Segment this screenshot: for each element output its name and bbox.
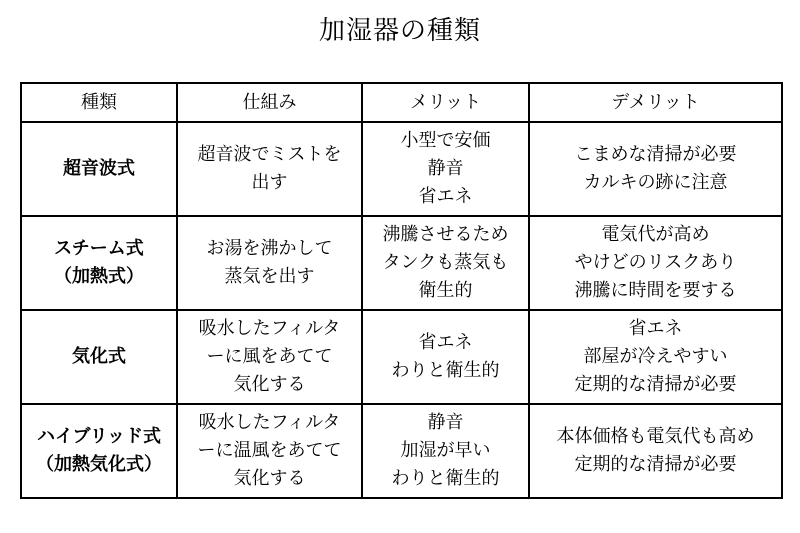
demerit-line: 電気代が高め: [601, 224, 710, 245]
cell-demerit: [529, 122, 782, 216]
mechanism-line: 気化する: [233, 374, 306, 395]
table-row-ultrasonic: [21, 122, 782, 216]
mechanism-line: 吸水したフィルタ: [198, 318, 341, 339]
mechanism-line: 超音波でミストを: [197, 144, 342, 165]
type-line: スチーム式: [54, 238, 144, 259]
cell-mechanism: [177, 404, 362, 498]
header-merit: メリット: [362, 83, 529, 122]
cell-merit: [362, 310, 529, 404]
demerit-line: 定期的な清掃が必要: [574, 454, 737, 475]
mechanism-line: 気化する: [233, 468, 306, 489]
cell-type: [21, 310, 177, 404]
mechanism-line: 吸水したフィルタ: [198, 412, 341, 433]
cell-demerit: [529, 310, 782, 404]
type-line: 気化式: [72, 346, 126, 367]
demerit-line: 省エネ: [628, 318, 683, 339]
cell-mechanism: [177, 216, 362, 310]
cell-demerit: [529, 216, 782, 310]
table-header-row: [21, 83, 782, 122]
merit-line: タンクも蒸気も: [382, 252, 509, 273]
cell-merit: [362, 216, 529, 310]
cell-type: [21, 216, 177, 310]
cell-merit: [362, 404, 529, 498]
merit-line: 衛生的: [418, 280, 473, 301]
type-line: 超音波式: [63, 158, 135, 179]
demerit-line: 沸騰に時間を要する: [574, 280, 737, 301]
merit-line: 加湿が早い: [400, 440, 491, 461]
cell-merit: [362, 122, 529, 216]
demerit-line: 本体価格も電気代も高め: [556, 426, 755, 447]
mechanism-line: お湯を沸かして: [206, 238, 333, 259]
demerit-line: こまめな清掃が必要: [574, 144, 737, 165]
table-row-evaporative: [21, 310, 782, 404]
humidifier-comparison-table: [20, 82, 783, 499]
type-line: （加熱気化式）: [36, 454, 162, 475]
demerit-line: カルキの跡に注意: [583, 172, 728, 193]
type-line: （加熱式）: [54, 266, 144, 287]
type-line: ハイブリッド式: [36, 426, 162, 447]
merit-line: 静音: [427, 412, 464, 433]
table-row-hybrid: [21, 404, 782, 498]
cell-type: [21, 122, 177, 216]
merit-line: 小型で安価: [400, 130, 491, 151]
table-row-steam: [21, 216, 782, 310]
merit-line: 静音: [427, 158, 464, 179]
mechanism-line: ーに風をあてて: [206, 346, 333, 367]
merit-line: 沸騰させるため: [382, 224, 509, 245]
demerit-line: やけどのリスクあり: [574, 252, 737, 273]
header-mechanism: 仕組み: [177, 83, 362, 122]
header-type: 種類: [21, 83, 177, 122]
merit-line: わりと衛生的: [391, 360, 500, 381]
merit-line: 省エネ: [418, 186, 473, 207]
demerit-line: 部屋が冷えやすい: [583, 346, 728, 367]
mechanism-line: 出す: [251, 172, 288, 193]
mechanism-line: ーに温風をあてて: [197, 440, 342, 461]
mechanism-line: 蒸気を出す: [224, 266, 315, 287]
merit-line: 省エネ: [418, 332, 473, 353]
page-title: 加湿器の種類: [318, 16, 481, 46]
cell-type: [21, 404, 177, 498]
cell-demerit: [529, 404, 782, 498]
merit-line: わりと衛生的: [391, 468, 500, 489]
cell-mechanism: [177, 310, 362, 404]
cell-mechanism: [177, 122, 362, 216]
header-demerit: デメリット: [529, 83, 782, 122]
demerit-line: 定期的な清掃が必要: [574, 374, 737, 395]
